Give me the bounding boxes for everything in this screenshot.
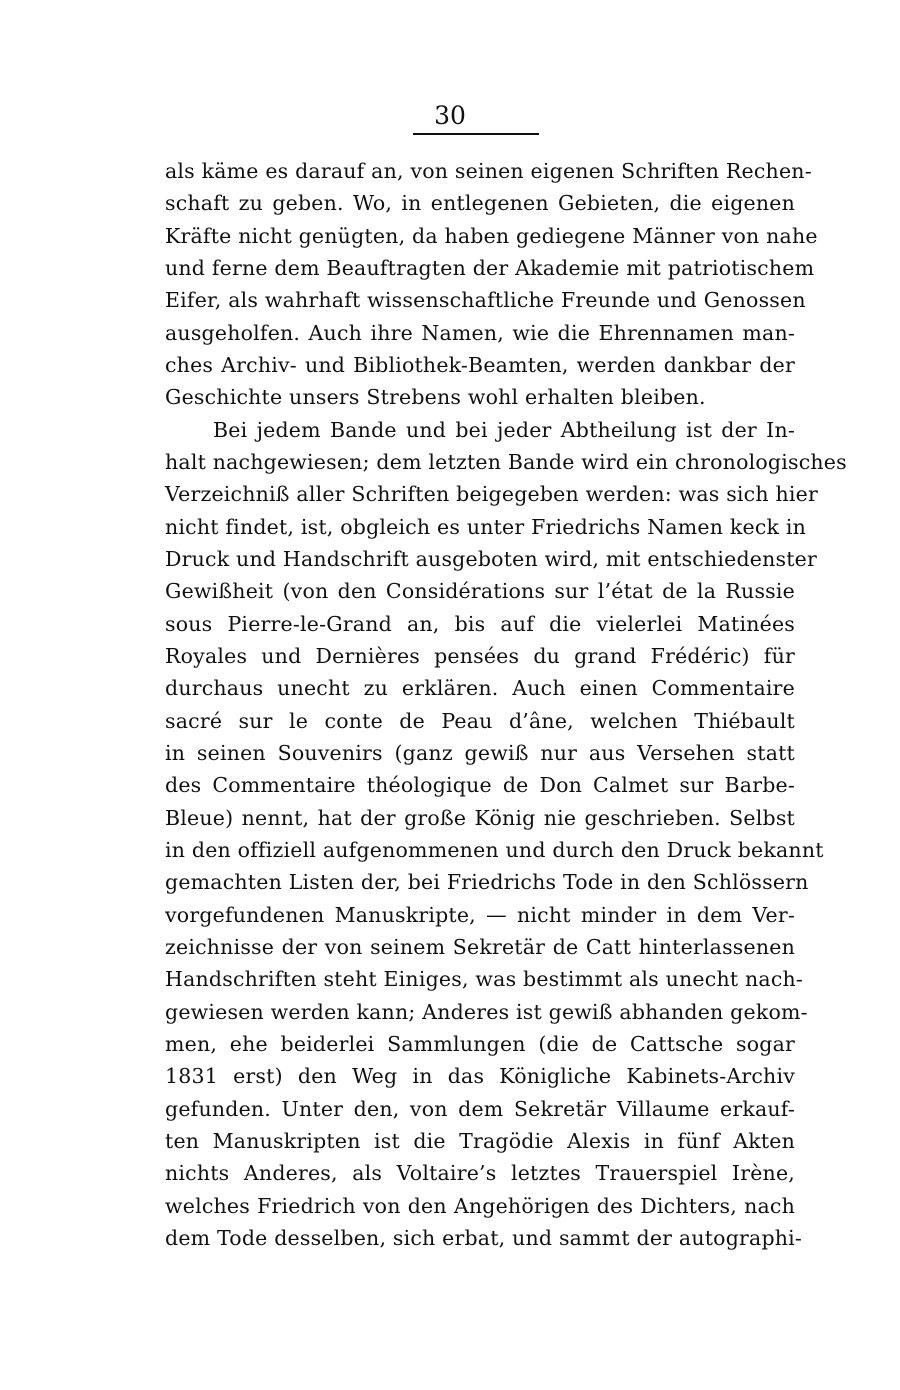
text-line: sacré sur le conte de Peau d’âne, welchen Thiébault (165, 708, 795, 733)
text-line: ches Archiv- und Bibliothek-Beamten, werden dankbar der (165, 352, 795, 377)
text-line: und ferne dem Beauftragten der Akademie mit patriotischem (165, 255, 815, 280)
header-rule (413, 133, 539, 135)
text-line: Royales und Dernières pensées du grand Frédéric) für (165, 643, 795, 668)
text-line: des Commentaire théologique de Don Calmet sur Barbe- (165, 773, 795, 798)
text-line: sous Pierre-le-Grand an, bis auf die vielerlei Matinées (165, 611, 795, 636)
page-number: 30 (434, 101, 466, 130)
text-line: durchaus unecht zu erklären. Auch einen Commentaire (165, 676, 795, 701)
text-line: Verzeichniß aller Schriften beigegeben werden: was sich hier (165, 482, 818, 507)
text-line: gemachten Listen der, bei Friedrichs Tode in den Schlössern (165, 870, 809, 895)
text-line: Eifer, als wahrhaft wissenschaftliche Freunde und Genossen (165, 288, 806, 313)
text-line: men, ehe beiderlei Sammlungen (die de Cattsche sogar (165, 1031, 795, 1056)
text-line: Druck und Handschrift ausgeboten wird, mit entschiedenster (165, 546, 818, 571)
text-line: in seinen Souvenirs (ganz gewiß nur aus Versehen statt (165, 740, 795, 765)
text-line: vorgefundenen Manuskripte, — nicht minder in dem Ver- (165, 902, 795, 927)
text-line: in den offiziell aufgenommenen und durch den Druck bekannt (165, 837, 824, 862)
text-line: nichts Anderes, als Voltaire’s letztes Trauerspiel Irène, (165, 1161, 795, 1186)
text-line: nicht findet, ist, obgleich es unter Friedrichs Namen keck in (165, 514, 807, 539)
body-text (165, 155, 847, 1254)
text-line: gewiesen werden kann; Anderes ist gewiß abhanden gekom- (165, 999, 808, 1024)
text-line: zeichnisse der von seinem Sekretär de Catt hinterlassenen (165, 934, 795, 959)
text-line: ausgeholfen. Auch ihre Namen, wie die Ehrennamen man- (165, 320, 795, 345)
text-line: Gewißheit (von den Considérations sur l’état de la Russie (165, 579, 795, 604)
text-line: Bleue) nennt, hat der große König nie geschrieben. Selbst (165, 805, 795, 830)
text-line: Geschichte unsers Strebens wohl erhalten bleiben. (165, 385, 706, 410)
text-line: schaft zu geben. Wo, in entlegenen Gebieten, die eigenen (165, 191, 795, 216)
text-line: 1831 erst) den Weg in das Königliche Kabinets-Archiv (165, 1064, 795, 1089)
text-line: Handschriften steht Einiges, was bestimmt als unecht nach- (165, 967, 804, 992)
text-line: gefunden. Unter den, von dem Sekretär Villaume erkauf- (165, 1096, 795, 1121)
text-line: Kräfte nicht genügten, da haben gediegene Männer von nahe (165, 223, 818, 248)
text-line: welches Friedrich von den Angehörigen des Dichters, nach (165, 1193, 795, 1218)
text-line: ten Manuskripten ist die Tragödie Alexis in fünf Akten (165, 1128, 795, 1153)
text-line: halt nachgewiesen; dem letzten Bande wird ein chronologisches (165, 449, 847, 474)
text-line: als käme es darauf an, von seinen eigenen Schriften Rechen- (165, 159, 812, 183)
text-line: Bei jedem Bande und bei jeder Abtheilung ist der In- (213, 417, 795, 442)
text-line: dem Tode desselben, sich erbat, und sammt der autographi- (165, 1225, 803, 1250)
